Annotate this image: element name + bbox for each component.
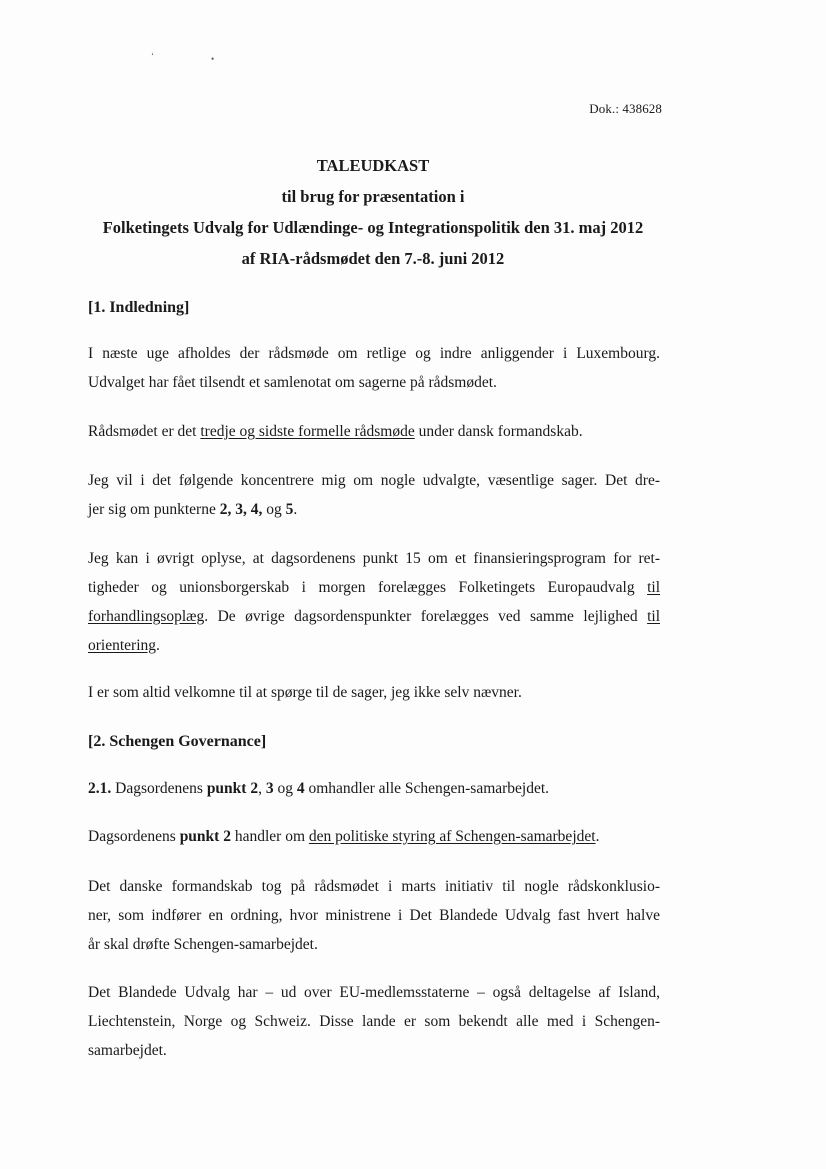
text-line: samarbejdet. bbox=[88, 1042, 167, 1059]
underlined-text: orientering bbox=[88, 637, 157, 654]
underlined-text: den politiske styring af Schengen-samarbejdet bbox=[308, 828, 596, 845]
text-span: og bbox=[273, 780, 297, 797]
text-line bbox=[88, 602, 660, 631]
paragraph bbox=[88, 339, 660, 397]
bold-text: 2, 3, 4, bbox=[219, 501, 263, 518]
text-line: I er som altid velkomne til at spørge til de sager, jeg ikke selv nævner. bbox=[88, 684, 522, 701]
text-line: Jeg kan i øvrigt oplyse, at dagsordenens punkt 15 om et finansieringsprogram for ret- bbox=[88, 550, 660, 567]
underlined-text: forhandlingsoplæg bbox=[88, 608, 205, 625]
section-heading-schengen-governance: [2. Schengen Governance] bbox=[88, 733, 267, 750]
paragraph bbox=[88, 678, 660, 707]
text-line bbox=[88, 822, 660, 851]
text-line bbox=[88, 631, 660, 660]
bold-text: punkt 2 bbox=[179, 828, 231, 845]
text-line bbox=[88, 573, 660, 602]
paragraph bbox=[88, 544, 660, 660]
underlined-text: tredje og sidste formelle rådsmøde bbox=[200, 423, 415, 440]
bold-text: 3 bbox=[265, 780, 274, 797]
text-line bbox=[88, 417, 660, 446]
text-span: under dansk formandskab. bbox=[414, 423, 583, 440]
text-span: . De øvrige dagsordenspunkter forelægges ved samme lejlighed bbox=[204, 608, 648, 625]
bold-text: 2.1. bbox=[88, 780, 112, 797]
paragraph bbox=[88, 872, 660, 959]
text-span: Dagsordenens bbox=[88, 828, 180, 845]
paragraph bbox=[88, 822, 660, 851]
text-line: ner, som indfører en ordning, hvor ministrene i Det Blandede Udvalg fast hvert halve bbox=[88, 907, 660, 924]
text-line bbox=[88, 495, 660, 524]
text-span: og bbox=[262, 501, 286, 518]
text-line bbox=[88, 774, 660, 803]
title-line: TALEUDKAST bbox=[316, 156, 430, 175]
scan-speck: • bbox=[211, 54, 215, 64]
paragraph bbox=[88, 978, 660, 1065]
document-title bbox=[0, 150, 746, 274]
paragraph bbox=[88, 774, 660, 803]
title-line: Folketingets Udvalg for Udlændinge- og Integrationspolitik den 31. maj 2012 bbox=[102, 218, 644, 237]
text-line: Udvalget har fået tilsendt et samlenotat om sagerne på rådsmødet. bbox=[88, 374, 497, 391]
title-line: til brug for præsentation i bbox=[281, 187, 465, 206]
paragraph bbox=[88, 466, 660, 524]
underlined-text: til bbox=[647, 579, 660, 596]
text-line: I næste uge afholdes der rådsmøde om retlige og indre anliggender i Luxembourg. bbox=[88, 345, 660, 362]
text-span: . bbox=[156, 637, 160, 654]
text-line: Liechtenstein, Norge og Schweiz. Disse lande er som bekendt alle med i Schengen- bbox=[88, 1013, 660, 1030]
text-line: år skal drøfte Schengen-samarbejdet. bbox=[88, 936, 318, 953]
bold-text: 4 bbox=[296, 780, 305, 797]
scan-speck: ʻ bbox=[151, 51, 154, 61]
text-span: Rådsmødet er det bbox=[88, 423, 201, 440]
text-span: omhandler alle Schengen-samarbejdet. bbox=[304, 780, 550, 797]
document-reference: Dok.: 438628 bbox=[589, 101, 662, 116]
text-span: handler om bbox=[230, 828, 309, 845]
text-line: Det Blandede Udvalg har – ud over EU-medlemsstaterne – også deltagelse af Island, bbox=[88, 984, 660, 1001]
paragraph bbox=[88, 417, 660, 446]
title-line: af RIA-rådsmødet den 7.-8. juni 2012 bbox=[241, 249, 505, 268]
bold-text: punkt 2 bbox=[206, 780, 259, 797]
text-span: jer sig om punkterne bbox=[88, 501, 220, 518]
text-span: . bbox=[293, 501, 298, 518]
text-span: Dagsordenens bbox=[111, 780, 207, 797]
section-heading-indledning: [1. Indledning] bbox=[88, 299, 190, 316]
text-span: tigheder og unionsborgerskab i morgen forelægges Folketingets Europaudvalg bbox=[88, 579, 648, 596]
text-line: Jeg vil i det følgende koncentrere mig om nogle udvalgte, væsentlige sager. Det dre- bbox=[88, 472, 660, 489]
text-line: Det danske formandskab tog på rådsmødet i marts initiativ til nogle rådskonklusio- bbox=[88, 878, 660, 895]
text-span: , bbox=[258, 780, 266, 797]
text-span: . bbox=[595, 828, 600, 845]
underlined-text: til bbox=[647, 608, 660, 625]
bold-text: 5 bbox=[285, 501, 294, 518]
